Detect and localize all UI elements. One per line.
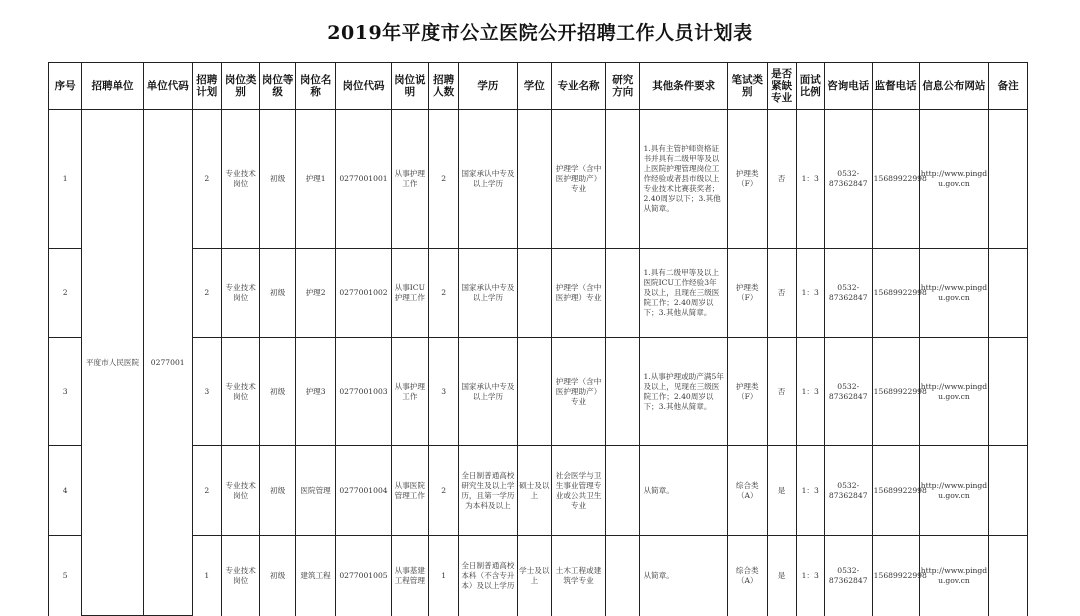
cell-post-name: 护理2 <box>295 249 336 338</box>
col-header: 序号 <box>49 63 82 110</box>
cell-website: http://www.pingdu.gov.cn <box>919 446 989 536</box>
cell-category: 专业技术岗位 <box>221 338 260 446</box>
cell-level: 初级 <box>260 446 295 536</box>
col-header: 岗位等级 <box>260 63 295 110</box>
cell-exam-type: 护理类（F） <box>727 110 767 249</box>
cell-description: 从事护理工作 <box>391 338 428 446</box>
cell-degree <box>517 249 551 338</box>
cell-supervise-phone: 15689922998 <box>872 110 919 249</box>
col-header: 学位 <box>517 63 551 110</box>
col-header: 笔试类别 <box>727 63 767 110</box>
col-header: 学历 <box>459 63 517 110</box>
table-row <box>49 446 1028 536</box>
cell-website: http://www.pingdu.gov.cn <box>919 338 989 446</box>
col-header: 岗位类别 <box>221 63 260 110</box>
cell-level: 初级 <box>260 536 295 616</box>
cell-post-code: 0277001003 <box>336 338 391 446</box>
cell-education: 全日制普通高校本科（不含专升本）及以上学历 <box>459 536 517 616</box>
cell-category: 专业技术岗位 <box>221 110 260 249</box>
cell-count: 2 <box>429 249 459 338</box>
cell-description: 从事基建工程管理 <box>391 536 428 616</box>
cell-post-name: 医院管理 <box>295 446 336 536</box>
cell-exam-type: 综合类（A） <box>727 536 767 616</box>
cell-direction <box>606 249 640 338</box>
cell-supervise-phone: 15689922998 <box>872 249 919 338</box>
cell-post-code: 0277001004 <box>336 446 391 536</box>
cell-description: 从事护理工作 <box>391 110 428 249</box>
col-header: 招聘计划 <box>192 63 221 110</box>
cell-post-code: 0277001005 <box>336 536 391 616</box>
cell-direction <box>606 110 640 249</box>
cell-ratio: 1：3 <box>796 110 824 249</box>
cell-exam-type: 护理类（F） <box>727 338 767 446</box>
cell-major: 社会医学与卫生事业管理专业或公共卫生专业 <box>551 446 605 536</box>
cell-category: 专业技术岗位 <box>221 446 260 536</box>
cell-exam-type: 综合类（A） <box>727 446 767 536</box>
cell-count: 3 <box>429 338 459 446</box>
cell-education: 全日制普通高校研究生及以上学历，且第一学历为本科及以上 <box>459 446 517 536</box>
cell-note <box>989 110 1028 249</box>
cell-category: 专业技术岗位 <box>221 536 260 616</box>
col-header: 备注 <box>989 63 1028 110</box>
cell-degree: 硕士及以上 <box>517 446 551 536</box>
cell-note <box>989 446 1028 536</box>
col-header: 岗位代码 <box>336 63 391 110</box>
col-header: 岗位名称 <box>295 63 336 110</box>
cell-major: 土木工程或建筑学专业 <box>551 536 605 616</box>
cell-requirements: 从简章。 <box>640 536 727 616</box>
cell-shortage: 是 <box>767 446 796 536</box>
cell-degree <box>517 338 551 446</box>
cell-shortage: 否 <box>767 338 796 446</box>
cell-post-name: 护理3 <box>295 338 336 446</box>
cell-website: http://www.pingdu.gov.cn <box>919 536 989 616</box>
cell-phone: 0532-87362847 <box>824 249 872 338</box>
col-header: 是否紧缺专业 <box>767 63 796 110</box>
cell-phone: 0532-87362847 <box>824 536 872 616</box>
cell-education: 国家承认中专及以上学历 <box>459 249 517 338</box>
cell-index: 5 <box>49 536 82 616</box>
cell-post-code: 0277001001 <box>336 110 391 249</box>
cell-ratio: 1：3 <box>796 338 824 446</box>
cell-index: 4 <box>49 446 82 536</box>
cell-shortage: 否 <box>767 110 796 249</box>
cell-website: http://www.pingdu.gov.cn <box>919 110 989 249</box>
col-header: 单位代码 <box>143 63 192 110</box>
cell-unit-name: 平度市人民医院 <box>82 110 143 616</box>
cell-requirements: 1.具有二级甲等及以上医院ICU工作经验3年及以上，且现在三级医院工作；2.40周岁以下；3.其他从简章。 <box>640 249 727 338</box>
cell-phone: 0532-87362847 <box>824 110 872 249</box>
cell-requirements: 1.从事护理或助产满5年及以上，见现在三级医院工作；2.40周岁以下；3.其他从简章。 <box>640 338 727 446</box>
cell-ratio: 1：3 <box>796 446 824 536</box>
cell-description: 从事医院管理工作 <box>391 446 428 536</box>
cell-ratio: 1：3 <box>796 536 824 616</box>
header-row <box>49 63 1028 110</box>
col-header: 面试比例 <box>796 63 824 110</box>
cell-plan: 2 <box>192 110 221 249</box>
cell-category: 专业技术岗位 <box>221 249 260 338</box>
cell-degree: 学士及以上 <box>517 536 551 616</box>
cell-education: 国家承认中专及以上学历 <box>459 110 517 249</box>
cell-shortage: 否 <box>767 249 796 338</box>
cell-index: 3 <box>49 338 82 446</box>
cell-requirements: 从简章。 <box>640 446 727 536</box>
cell-degree <box>517 110 551 249</box>
cell-post-name: 护理1 <box>295 110 336 249</box>
cell-note <box>989 338 1028 446</box>
cell-post-name: 建筑工程 <box>295 536 336 616</box>
cell-major: 护理学（含中医护理助产）专业 <box>551 338 605 446</box>
cell-unit-code: 0277001 <box>143 110 192 616</box>
table-row <box>49 249 1028 338</box>
cell-direction <box>606 446 640 536</box>
cell-level: 初级 <box>260 249 295 338</box>
cell-requirements: 1.具有主管护师资格证书并具有二级甲等及以上医院护理管理岗位工作经验或者县市级以上专业技术比赛获奖者；2.40周岁以下；3.其他从简章。 <box>640 110 727 249</box>
cell-index: 1 <box>49 110 82 249</box>
cell-shortage: 是 <box>767 536 796 616</box>
cell-direction <box>606 338 640 446</box>
cell-phone: 0532-87362847 <box>824 338 872 446</box>
table-row <box>49 110 1028 249</box>
col-header: 招聘人数 <box>429 63 459 110</box>
col-header: 研究方向 <box>606 63 640 110</box>
recruitment-plan-table <box>48 62 1028 616</box>
col-header: 其他条件要求 <box>640 63 727 110</box>
cell-count: 1 <box>429 536 459 616</box>
cell-website: http://www.pingdu.gov.cn <box>919 249 989 338</box>
cell-plan: 3 <box>192 338 221 446</box>
col-header: 招聘单位 <box>82 63 143 110</box>
cell-level: 初级 <box>260 338 295 446</box>
col-header: 咨询电话 <box>824 63 872 110</box>
col-header: 信息公布网站 <box>919 63 989 110</box>
cell-supervise-phone: 15689922998 <box>872 446 919 536</box>
cell-note <box>989 249 1028 338</box>
document-title: 2019年平度市公立医院公开招聘工作人员计划表 <box>327 22 753 44</box>
cell-education: 国家承认中专及以上学历 <box>459 338 517 446</box>
col-header: 岗位说明 <box>391 63 428 110</box>
cell-major: 护理学（含中医护理助产）专业 <box>551 110 605 249</box>
cell-supervise-phone: 15689922998 <box>872 536 919 616</box>
cell-phone: 0532-87362847 <box>824 446 872 536</box>
col-header: 专业名称 <box>551 63 605 110</box>
cell-major: 护理学（含中医护理）专业 <box>551 249 605 338</box>
cell-exam-type: 护理类（F） <box>727 249 767 338</box>
cell-direction <box>606 536 640 616</box>
cell-note <box>989 536 1028 616</box>
cell-post-code: 0277001002 <box>336 249 391 338</box>
cell-plan: 2 <box>192 249 221 338</box>
cell-count: 2 <box>429 110 459 249</box>
table-row <box>49 536 1028 616</box>
cell-index: 2 <box>49 249 82 338</box>
cell-description: 从事ICU护理工作 <box>391 249 428 338</box>
cell-plan: 2 <box>192 446 221 536</box>
col-header: 监督电话 <box>872 63 919 110</box>
cell-level: 初级 <box>260 110 295 249</box>
cell-ratio: 1：3 <box>796 249 824 338</box>
table-row <box>49 338 1028 446</box>
cell-supervise-phone: 15689922998 <box>872 338 919 446</box>
cell-plan: 1 <box>192 536 221 616</box>
cell-count: 2 <box>429 446 459 536</box>
